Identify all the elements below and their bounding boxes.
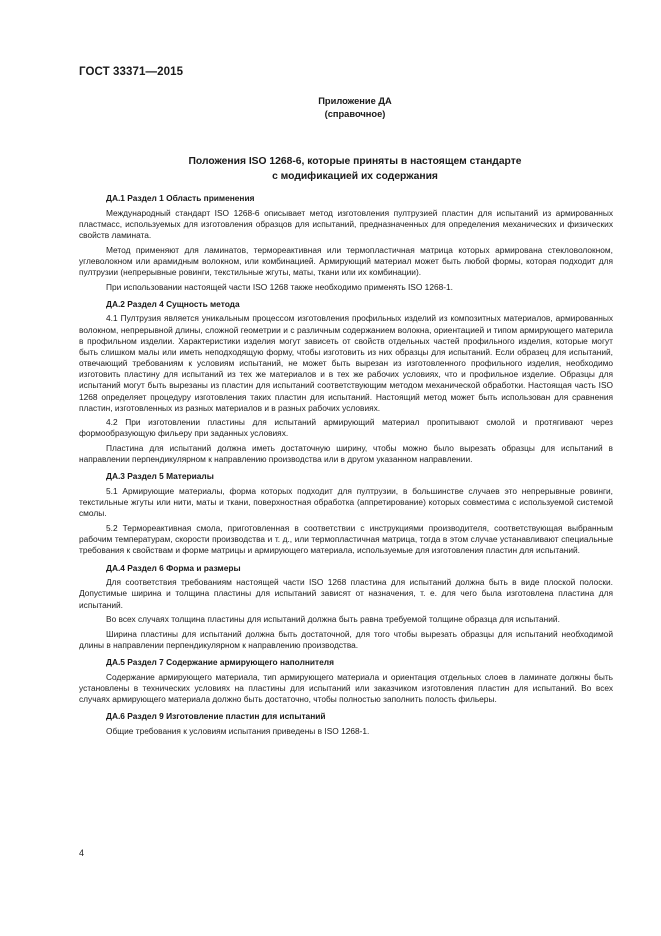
section-heading: ДА.3 Раздел 5 Материалы bbox=[106, 471, 214, 482]
document-body bbox=[79, 193, 613, 743]
section-heading: ДА.4 Раздел 6 Форма и размеры bbox=[106, 562, 241, 573]
paragraph: Международный стандарт ISO 1268-6 описывает метод изготовления пултрузией пластин для испытаний из армированных пластмасс, используемых для изготовления образцов для испытаний, предназначенных для определения механических и физических свойств ламината. bbox=[79, 207, 613, 240]
document-code: ГОСТ 33371—2015 bbox=[79, 66, 184, 78]
main-title-line-2: с модификацией их содержания bbox=[272, 171, 438, 182]
paragraph: Во всех случаях толщина пластины для испытаний должна быть равна требуемой толщине образца для испытаний. bbox=[106, 614, 560, 625]
section-da5 bbox=[79, 657, 613, 705]
paragraph: Содержание армирующего материала, тип армирующего материала и ориентация отдельных слоев в ламинате должны быть установлены в технических условиях на пластины для испытаний или заказчиком изготовления пластин для испытаний. Во всех случаях армирующего материала должно быть достаточно, чтобы полностью заполнить полость фильеры. bbox=[79, 671, 613, 705]
main-title-line-1: Положения ISO 1268-6, которые приняты в настоящем стандарте bbox=[188, 156, 522, 167]
paragraph: При использовании настоящей части ISO 1268 также необходимо применять ISO 1268-1. bbox=[106, 281, 453, 292]
section-heading: ДА.2 Раздел 4 Сущность метода bbox=[106, 298, 240, 309]
section-heading: ДА.6 Раздел 9 Изготовление пластин для испытаний bbox=[106, 711, 326, 722]
section-da3 bbox=[79, 471, 613, 556]
main-title bbox=[120, 154, 590, 184]
paragraph: 5.1 Армирующие материалы, форма которых подходит для пултрузии, в большинстве случаев это непрерывные ровинги, текстильные жгуты или нити, маты и ткани, поверхностная обработка (аппретирование) которых совместима с используемой системой смолы. bbox=[79, 486, 613, 519]
annex-title: Приложение ДА bbox=[318, 96, 392, 106]
paragraph: 4.2 При изготовлении пластины для испытаний армирующий материал пропитывают смолой и протягивают через формообразующую фильеру при заданных условиях. bbox=[79, 417, 613, 439]
section-da1 bbox=[79, 193, 613, 293]
section-da2 bbox=[79, 299, 613, 466]
annex-note: (справочное) bbox=[324, 109, 386, 119]
paragraph: Ширина пластины для испытаний должна быть достаточной, для того чтобы вырезать образцы для испытаний необходимой длины в направлении перпендикулярном к направлению производства. bbox=[79, 628, 613, 650]
section-heading: ДА.1 Раздел 1 Область применения bbox=[106, 193, 255, 203]
paragraph: 4.1 Пултрузия является уникальным процессом изготовления профильных изделий из композитных материалов, армированных волокном, непрерывной длины, сложной геометрии и с различным содержанием волокна, ориентацией и типом армирующего материла в профильном изделии. Характеристики изделия могут зависеть от свойств отдельных частей профильного изделия, которые могут быть слишком малы или иметь неподходящую форму, чтобы изготовить из них образцы для испытаний. Если образец для испытаний, отвечающий требованиям к условиям испытаний, не может быть вырезан из изготовленного профильного изделия, необходимо изготовить пластину для испытаний из тех же материалов и в тех же рабочих условиях, что и профильное изделие. Образцы для испытаний могут быть вырезаны из пластин для испытаний соответствующим методом механической обработки. Настоящая часть ISO 1268 определяет процедуру изготовления таких пластин для испытаний. Настоящий метод может быть использован для сравнения пластин, изготовленных из разных материалов и в разных рабочих условиях. bbox=[79, 313, 613, 413]
paragraph: Для соответствия требованиям настоящей части ISO 1268 пластина для испытаний должна быть в виде плоской полоски. Допустимые ширина и толщина пластины для испытаний зависят от назначения, т. е. для чего была изготовлена пластина для испытаний. bbox=[79, 577, 613, 610]
page-number: 4 bbox=[79, 848, 85, 858]
paragraph: Общие требования к условиям испытания приведены в ISO 1268-1. bbox=[106, 725, 370, 736]
annex-heading bbox=[280, 95, 430, 121]
section-da6 bbox=[79, 711, 613, 737]
section-da4 bbox=[79, 563, 613, 652]
section-heading: ДА.5 Раздел 7 Содержание армирующего наполнителя bbox=[106, 657, 334, 668]
paragraph: Пластина для испытаний должна иметь достаточную ширину, чтобы можно было вырезать образцы для испытаний в направлении перпендикулярном к направлению производства или в другом указанном направлении. bbox=[79, 443, 613, 465]
paragraph: Метод применяют для ламинатов, термореактивная или термопластичная матрица которых армирована стекловолокном, углеволокном или арамидным волокном, или комбинацией. Армирующий материал может быть любой формы, которая подходит для пултрузии (непрерывные ровинги, текстильные жгуты, маты, ткани или их комбинации). bbox=[79, 244, 613, 277]
paragraph: 5.2 Термореактивная смола, приготовленная в соответствии с инструкциями производителя, соответствующая выбранным рабочим температурам, скорости производства и т. д., или термопластичная матрица, тогда в этом случае устанавливают специальные требования к свойствам и форме матрицы и армирующего материала, используемые для изготовления пластин для испытаний. bbox=[79, 523, 613, 556]
